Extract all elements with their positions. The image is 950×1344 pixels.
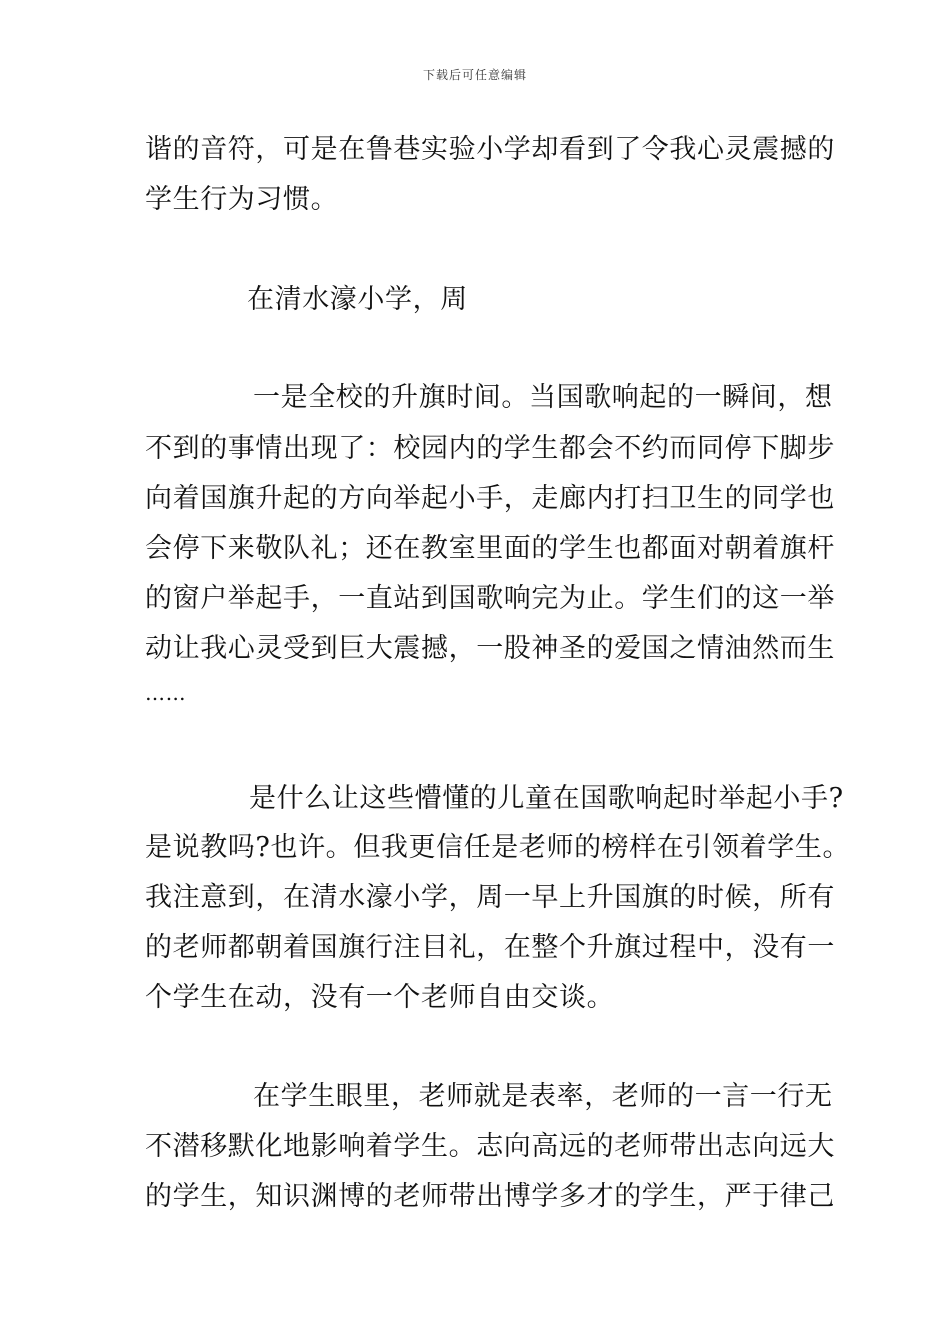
text-line: 我注意到，在清水濠小学，周一早上升国旗的时候，所有 <box>145 882 835 913</box>
text-line: 不到的事情出现了：校园内的学生都会不约而同停下脚步 <box>145 433 835 464</box>
text-line: 是说教吗?也许。但我更信任是老师的榜样在引领着学生。 <box>145 832 851 863</box>
page-header: 下载后可任意编辑 <box>422 68 527 82</box>
text-line: 学生行为习惯。 <box>145 184 339 215</box>
text-line: 在清水濠小学，周 <box>247 284 468 315</box>
text-line: 在学生眼里，老师就是表率，老师的一言一行无 <box>253 1081 833 1112</box>
text-line: …… <box>145 681 187 705</box>
text-line: 谐的音符，可是在鲁巷实验小学却看到了令我心灵震撼的 <box>145 134 835 165</box>
text-line: 向着国旗升起的方向举起小手，走廊内打扫卫生的同学也 <box>145 483 835 514</box>
text-line: 个学生在动，没有一个老师自由交谈。 <box>145 982 615 1013</box>
text-line: 会停下来敬队礼；还在教室里面的学生也都面对朝着旗杆 <box>145 533 835 564</box>
text-line: 的老师都朝着国旗行注目礼，在整个升旗过程中，没有一 <box>145 932 835 963</box>
text-line: 的窗户举起手，一直站到国歌响完为止。学生们的这一举 <box>145 583 835 614</box>
text-line: 是什么让这些懵懂的儿童在国歌响起时举起小手? <box>249 783 844 814</box>
text-line: 动让我心灵受到巨大震撼，一股神圣的爱国之情油然而生 <box>145 633 835 664</box>
text-line: 的学生，知识渊博的老师带出博学多才的学生，严于律己 <box>145 1181 835 1212</box>
text-line: 不潜移默化地影响着学生。志向高远的老师带出志向远大 <box>145 1131 835 1162</box>
text-line: 一是全校的升旗时间。当国歌响起的一瞬间，想 <box>253 382 833 413</box>
